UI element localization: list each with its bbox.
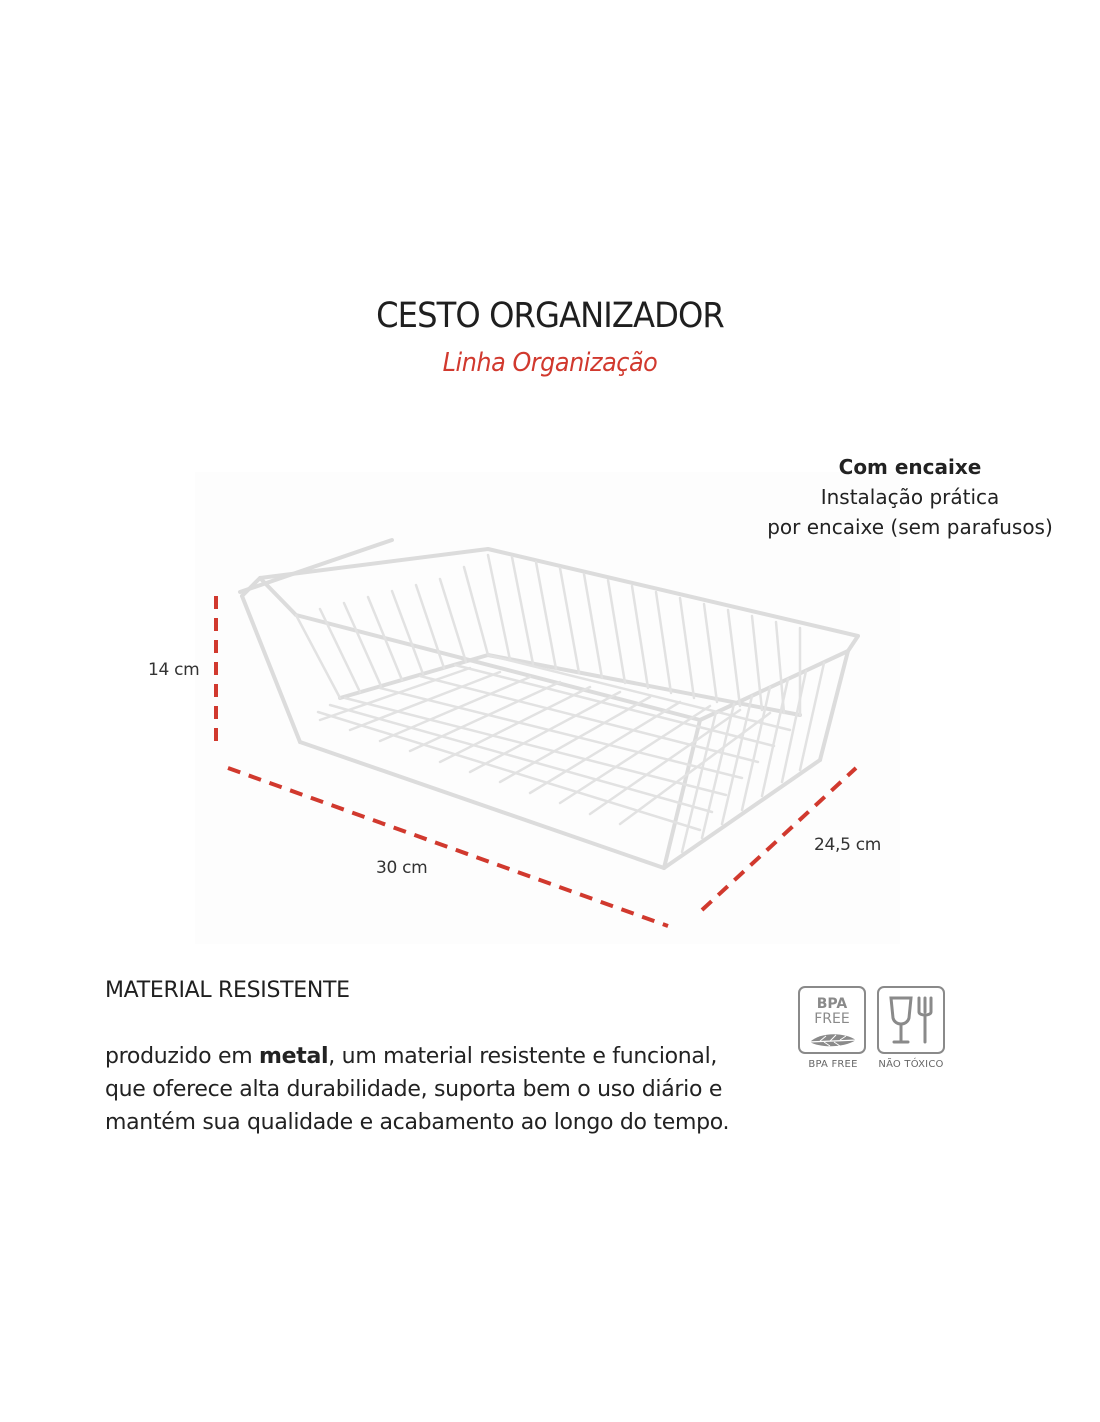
height-label: 14 cm [148, 660, 200, 680]
certification-badges [796, 986, 956, 1076]
desc-part-2: , um material resistente e funcional, que oferece alta durabilidade, suporta bem o uso diário e mantém sua qualidade e acabamento ao longo do tempo. [105, 1044, 730, 1135]
bpa-free-badge [798, 986, 866, 1054]
bpa-free-label: BPA FREE [808, 1059, 858, 1070]
width-label: 30 cm [376, 858, 428, 878]
non-toxic-label: NÃO TÓXICO [878, 1059, 944, 1070]
material-description [105, 1040, 745, 1139]
non-toxic-badge [877, 986, 945, 1054]
depth-label: 24,5 cm [814, 835, 882, 855]
bpa-text: BPA [816, 996, 848, 1012]
page-title: CESTO ORGANIZADOR [376, 296, 724, 336]
material-title: MATERIAL RESISTENTE [105, 978, 350, 1003]
desc-part-1: produzido em [105, 1044, 260, 1069]
glass-fork-icon [879, 988, 943, 1052]
free-text: FREE [814, 1011, 850, 1027]
leaf-icon [800, 1030, 864, 1050]
feature-line-1: Instalação prática [820, 485, 1000, 509]
page-subtitle: Linha Organização [442, 348, 658, 378]
feature-heading: Com encaixe [838, 455, 982, 479]
desc-bold-metal: metal [259, 1044, 329, 1069]
feature-line-2: por encaixe (sem parafusos) [767, 515, 1053, 539]
